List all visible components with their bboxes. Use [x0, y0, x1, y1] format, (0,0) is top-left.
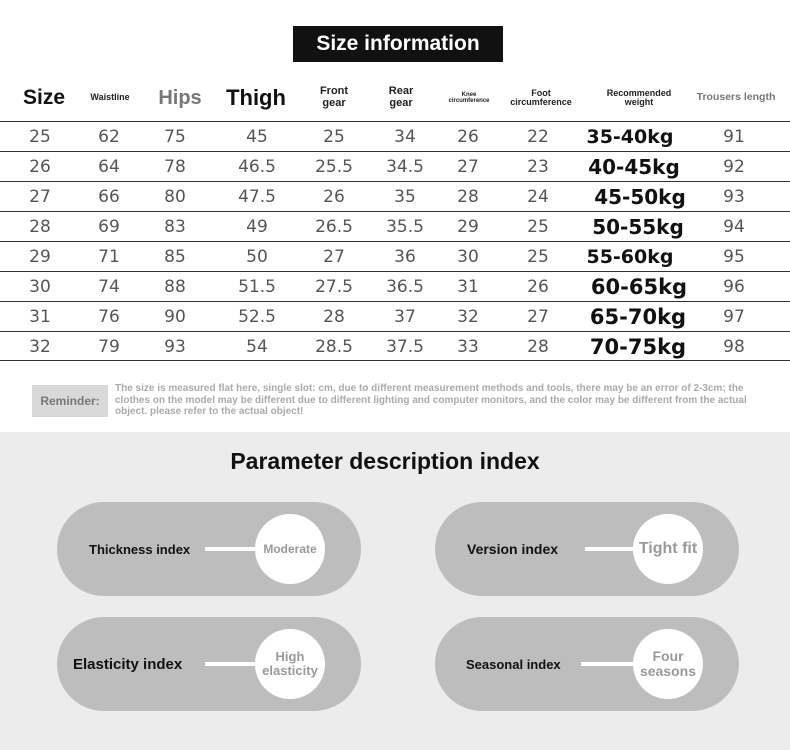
cell-weight: 45-50kg: [594, 185, 686, 209]
table-row: [0, 241, 790, 271]
header-rear-gear: [372, 78, 430, 118]
cell-rear-gear: 36: [394, 247, 416, 267]
cell-hips: 88: [164, 277, 186, 297]
cell-knee: 26: [457, 127, 479, 147]
seasonal-index-pill: [435, 617, 739, 711]
cell-length: 94: [723, 217, 745, 237]
header-front-gear: [306, 78, 362, 118]
cell-foot: 24: [527, 187, 549, 207]
cell-waist: 76: [98, 307, 120, 327]
cell-hips: 85: [164, 247, 186, 267]
cell-front-gear: 28: [323, 307, 345, 327]
cell-hips: 90: [164, 307, 186, 327]
header-trousers-length: Trousers length: [696, 91, 776, 104]
cell-length: 91: [723, 127, 745, 147]
elasticity-index-label: Elasticity index: [73, 655, 183, 673]
cell-front-gear: 25.5: [315, 157, 353, 177]
cell-foot: 25: [527, 247, 549, 267]
cell-waist: 74: [98, 277, 120, 297]
header-weight-line1: Recommended: [606, 87, 672, 98]
size-information-title: Size information: [293, 26, 503, 62]
cell-size: 28: [29, 217, 51, 237]
header-knee-line1: Knee: [461, 91, 477, 98]
cell-size: 27: [29, 187, 51, 207]
cell-knee: 32: [457, 307, 479, 327]
cell-hips: 75: [164, 127, 186, 147]
thickness-value-circle: [255, 514, 325, 584]
cell-length: 95: [723, 247, 745, 267]
cell-waist: 64: [98, 157, 120, 177]
elasticity-value-circle: [255, 629, 325, 699]
cell-knee: 29: [457, 217, 479, 237]
size-table-body: [0, 121, 790, 361]
table-row: [0, 151, 790, 181]
cell-front-gear: 26.5: [315, 217, 353, 237]
cell-size: 25: [29, 127, 51, 147]
cell-foot: 23: [527, 157, 549, 177]
header-foot-circumference: [506, 78, 576, 118]
cell-size: 26: [29, 157, 51, 177]
cell-length: 97: [723, 307, 745, 327]
cell-front-gear: 27: [323, 247, 345, 267]
elasticity-index-pill: [57, 617, 361, 711]
cell-weight: 60-65kg: [590, 275, 688, 299]
cell-hips: 93: [164, 337, 186, 357]
cell-thigh: 52.5: [238, 307, 276, 327]
size-table-header: [0, 78, 790, 118]
cell-weight: 65-70kg: [589, 305, 687, 329]
cell-foot: 28: [527, 337, 549, 357]
cell-length: 96: [723, 277, 745, 297]
cell-rear-gear: 35.5: [386, 217, 424, 237]
cell-front-gear: 26: [323, 187, 345, 207]
thickness-connector-line: [205, 547, 257, 551]
cell-front-gear: 28.5: [315, 337, 353, 357]
parameter-description-title: Parameter description index: [230, 448, 540, 474]
cell-thigh: 45: [246, 127, 268, 147]
cell-thigh: 51.5: [238, 277, 276, 297]
table-row: [0, 331, 790, 361]
version-index-pill: [435, 502, 739, 596]
cell-foot: 27: [527, 307, 549, 327]
cell-waist: 71: [98, 247, 120, 267]
cell-waist: 69: [98, 217, 120, 237]
cell-rear-gear: 36.5: [386, 277, 424, 297]
cell-knee: 33: [457, 337, 479, 357]
elasticity-value-line1: High: [275, 649, 305, 665]
cell-length: 98: [723, 337, 745, 357]
cell-knee: 27: [457, 157, 479, 177]
header-knee-circumference: [440, 78, 498, 118]
header-weight-line2: weight: [624, 97, 654, 107]
cell-length: 93: [723, 187, 745, 207]
table-row: [0, 181, 790, 211]
cell-thigh: 47.5: [238, 187, 276, 207]
seasonal-index-label: Seasonal index: [466, 656, 561, 672]
cell-size: 30: [29, 277, 51, 297]
cell-rear-gear: 34: [394, 127, 416, 147]
seasonal-value-line2: seasons: [639, 663, 697, 679]
elasticity-connector-line: [205, 662, 257, 666]
header-hips: Hips: [158, 86, 202, 109]
cell-knee: 31: [457, 277, 479, 297]
version-value: Tight fit: [638, 539, 698, 557]
reminder-label: Reminder:: [32, 385, 108, 417]
cell-hips: 83: [164, 217, 186, 237]
seasonal-value-line1: Four: [652, 648, 684, 665]
cell-length: 92: [723, 157, 745, 177]
cell-weight: 55-60kg: [586, 246, 674, 268]
reminder-note: [32, 381, 760, 421]
cell-knee: 30: [457, 247, 479, 267]
header-waistline: Waistline: [90, 92, 130, 103]
header-rear-gear-line2: gear: [389, 97, 413, 109]
cell-size: 32: [29, 337, 51, 357]
cell-rear-gear: 37.5: [386, 337, 424, 357]
cell-foot: 26: [527, 277, 549, 297]
header-foot-line1: Foot: [531, 87, 551, 98]
cell-foot: 25: [527, 217, 549, 237]
cell-weight: 50-55kg: [592, 215, 684, 239]
cell-thigh: 54: [246, 337, 268, 357]
header-knee-line2: circumference: [448, 98, 490, 104]
version-value-circle: [633, 514, 703, 584]
seasonal-value-circle: [633, 629, 703, 699]
cell-weight: 35-40kg: [586, 126, 674, 148]
cell-hips: 80: [164, 187, 186, 207]
cell-knee: 28: [457, 187, 479, 207]
table-row: [0, 121, 790, 151]
header-rear-gear-line1: Rear: [388, 85, 414, 98]
cell-rear-gear: 37: [394, 307, 416, 327]
elasticity-value-line2: elasticity: [262, 663, 318, 678]
seasonal-connector-line: [581, 662, 635, 666]
cell-hips: 78: [164, 157, 186, 177]
version-index-label: Version index: [467, 541, 559, 557]
cell-foot: 22: [527, 127, 549, 147]
version-connector-line: [585, 547, 635, 551]
cell-size: 31: [29, 307, 51, 327]
header-front-gear-line2: gear: [322, 97, 346, 109]
table-row: [0, 211, 790, 241]
cell-thigh: 46.5: [238, 157, 276, 177]
cell-thigh: 50: [246, 247, 268, 267]
cell-weight: 70-75kg: [589, 335, 687, 359]
cell-front-gear: 25: [323, 127, 345, 147]
header-size: Size: [22, 85, 66, 109]
header-foot-line2: circumference: [510, 97, 572, 107]
thickness-value: Moderate: [263, 541, 317, 556]
cell-weight: 40-45kg: [588, 155, 680, 179]
cell-size: 29: [29, 247, 51, 267]
header-recommended-weight: [594, 78, 684, 118]
cell-waist: 66: [98, 187, 120, 207]
header-front-gear-line1: Front: [319, 85, 349, 98]
cell-rear-gear: 34.5: [386, 157, 424, 177]
thickness-index-pill: [57, 502, 361, 596]
reminder-text: The size is measured flat here, single slot: cm, due to different measurement methods and tools, there may be an error of 2-3cm; the clothes on the model may be different due to different lighting and computer monitors, and the color may be different from the actual object. please refer to the actual object!: [115, 383, 747, 417]
table-row: [0, 271, 790, 301]
cell-front-gear: 27.5: [315, 277, 353, 297]
cell-rear-gear: 35: [394, 187, 416, 207]
cell-thigh: 49: [246, 217, 268, 237]
cell-waist: 79: [98, 337, 120, 357]
header-thigh: Thigh: [226, 85, 286, 111]
table-row: [0, 301, 790, 331]
cell-waist: 62: [98, 127, 120, 147]
thickness-index-label: Thickness index: [89, 541, 191, 557]
